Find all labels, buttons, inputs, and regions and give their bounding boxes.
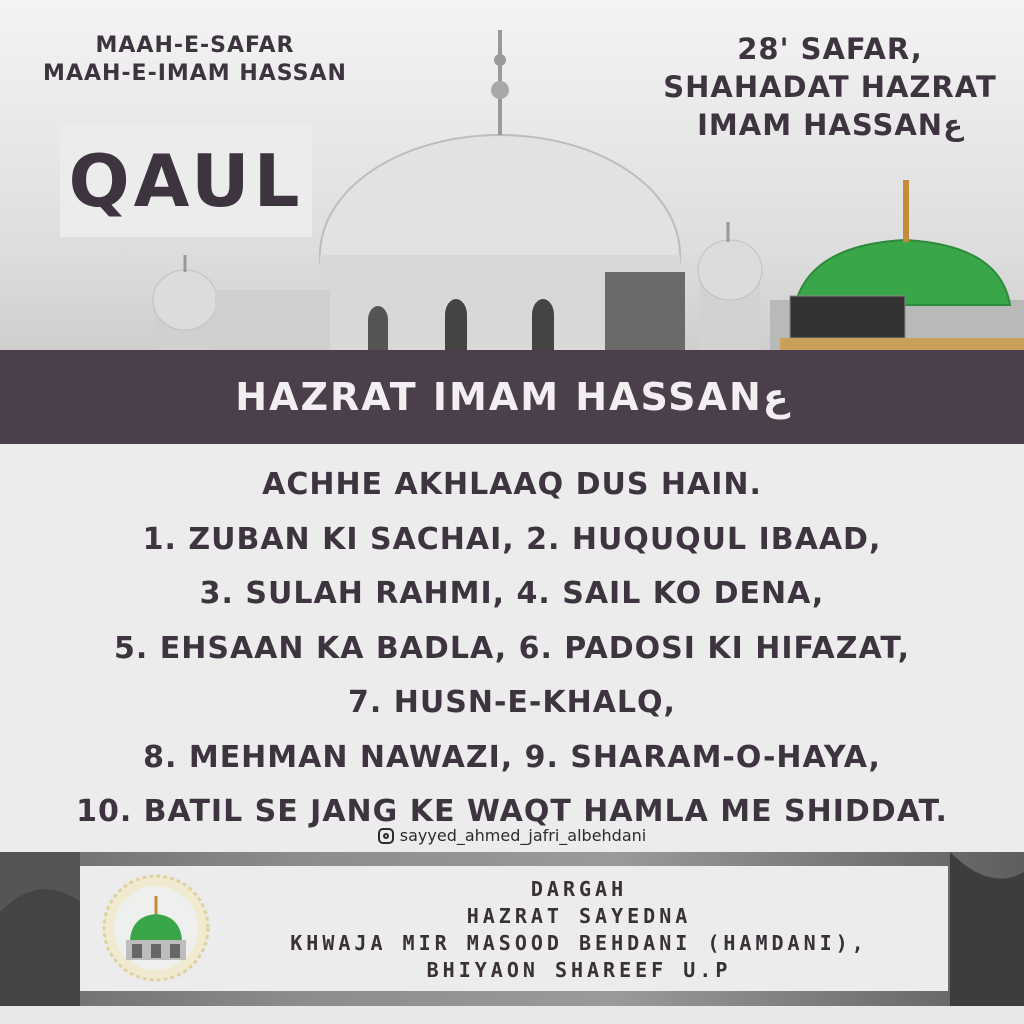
date-line-2: SHAHADAT HAZRAT [663, 70, 997, 104]
footer-strip [0, 1006, 1024, 1024]
qaul-badge [60, 125, 312, 237]
qaul-label: QAUL [68, 139, 304, 223]
dargah-line-4: BHIYAON SHAREEF U.P [426, 958, 732, 982]
saying-line: 3. SULAH RAHMI, 4. SAIL KO DENA, [199, 576, 825, 611]
saying-line: ACHHE AKHLAAQ DUS HAIN. [262, 467, 762, 502]
instagram-icon [378, 828, 394, 844]
title-banner [0, 350, 1024, 444]
month-title [30, 32, 360, 88]
saying-line: 7. HUSN-E-KHALQ, [348, 685, 676, 720]
instagram-handle [0, 826, 1024, 845]
dargah-logo-icon [102, 874, 210, 982]
dargah-line-3: KHWAJA MIR MASOOD BEHDANI (HAMDANI), [290, 931, 868, 955]
dargah-line-2: HAZRAT SAYEDNA [466, 904, 692, 928]
saying-line: 8. MEHMAN NAWAZI, 9. SHARAM-O-HAYA, [143, 739, 881, 775]
dargah-info-text [210, 876, 948, 984]
date-line-3: IMAM HASSANع [697, 108, 963, 142]
saying-line: 1. ZUBAN KI SACHAI, 2. HUQUQUL IBAAD, [142, 521, 882, 557]
month-line-1: MAAH-E-SAFAR [95, 33, 295, 58]
dargah-line-1: DARGAH [530, 877, 628, 901]
saying-line: 10. BATIL SE JANG KE WAQT HAMLA ME SHIDDAT. [76, 794, 948, 829]
date-title [640, 30, 1020, 144]
banner-title: HAZRAT IMAM HASSANع [235, 375, 789, 419]
saying-line: 5. EHSAAN KA BADLA, 6. PADOSI KI HIFAZAT, [114, 630, 910, 666]
instagram-handle-text: sayyed_ahmed_jafri_albehdani [399, 826, 647, 845]
month-line-2: MAAH-E-IMAM HASSAN [43, 61, 347, 86]
date-line-1: 28' SAFAR, [737, 32, 923, 66]
saying-text [0, 458, 1024, 840]
